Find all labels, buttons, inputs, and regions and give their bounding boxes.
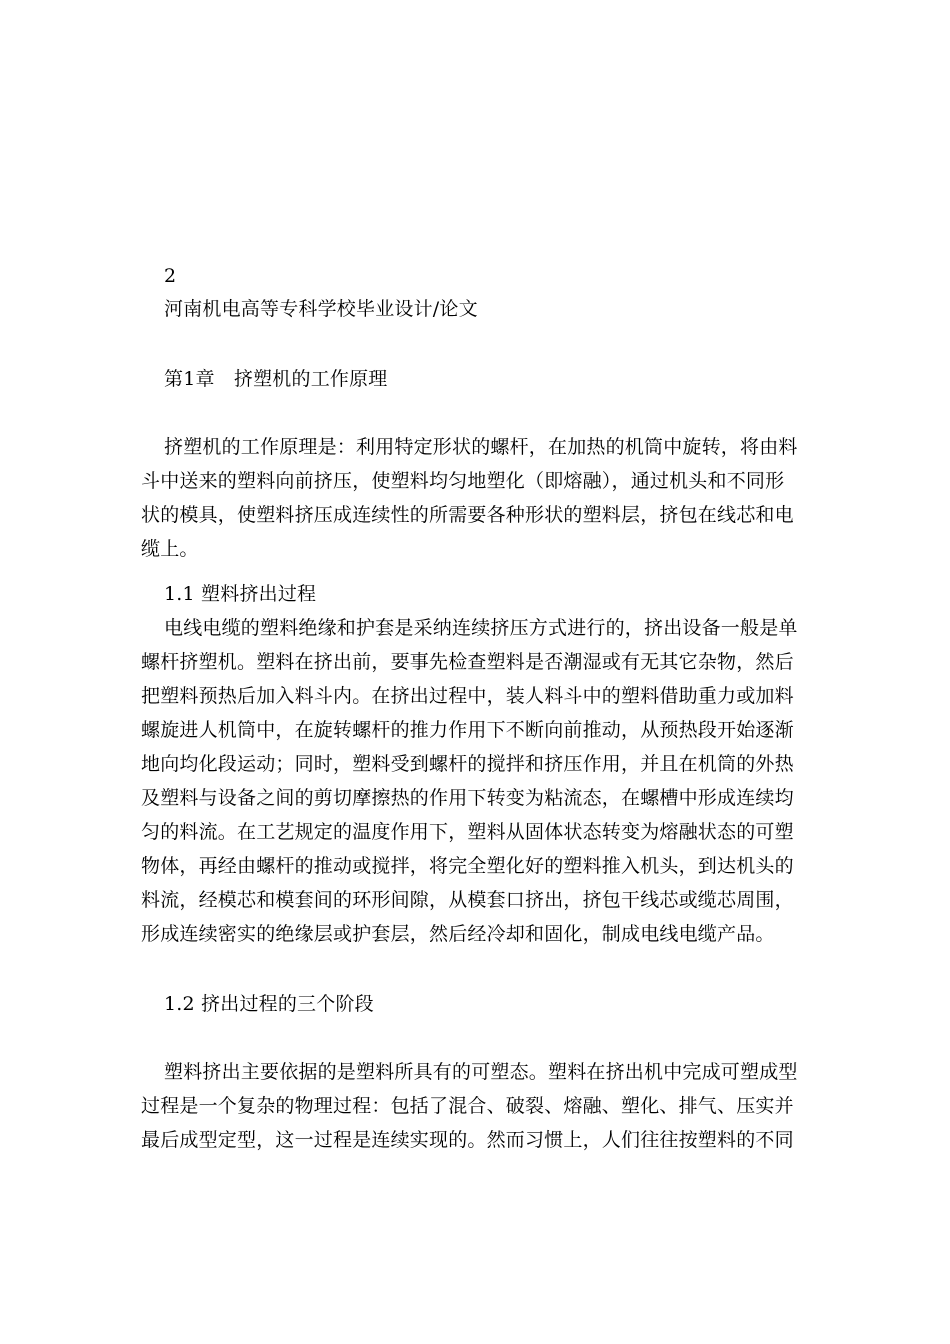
page-number: 2 (164, 265, 177, 287)
paragraph-line: 及塑料与设备之间的剪切摩擦热的作用下转变为粘流态，在螺槽中形成连续均 (141, 787, 794, 809)
paragraph-line: 塑料挤出主要依据的是塑料所具有的可塑态。塑料在挤出机中完成可塑成型 (164, 1061, 798, 1083)
paragraph-line: 缆上。 (141, 538, 199, 560)
paragraph-line: 最后成型定型，这一过程是连续实现的。然而习惯上，人们往往按塑料的不同 (141, 1129, 794, 1151)
paragraph-line: 螺杆挤塑机。塑料在挤出前，要事先检查塑料是否潮湿或有无其它杂物，然后 (141, 651, 794, 673)
paragraph-line: 挤塑机的工作原理是：利用特定形状的螺杆，在加热的机筒中旋转，将由料 (164, 436, 798, 458)
paragraph-line: 料流，经模芯和模套间的环形间隙，从模套口挤出，挤包干线芯或缆芯周围， (141, 889, 794, 911)
section-title: 1.2 挤出过程的三个阶段 (164, 993, 374, 1015)
paragraph-line: 把塑料预热后加入料斗内。在挤出过程中，装人料斗中的塑料借助重力或加料 (141, 685, 794, 707)
document-header: 河南机电高等专科学校毕业设计/论文 (164, 298, 478, 320)
chapter-title: 第1章 挤塑机的工作原理 (164, 368, 388, 390)
paragraph-line: 物体，再经由螺杆的推动或搅拌，将完全塑化好的塑料推入机头，到达机头的 (141, 855, 794, 877)
paragraph-line: 形成连续密实的绝缘层或护套层，然后经冷却和固化，制成电线电缆产品。 (141, 923, 775, 945)
paragraph-line: 斗中送来的塑料向前挤压，使塑料均匀地塑化（即熔融），通过机头和不同形 (141, 470, 785, 492)
paragraph-line: 过程是一个复杂的物理过程：包括了混合、破裂、熔融、塑化、排气、压实并 (141, 1095, 794, 1117)
paragraph-line: 匀的料流。在工艺规定的温度作用下，塑料从固体状态转变为熔融状态的可塑 (141, 821, 794, 843)
paragraph-line: 状的模具，使塑料挤压成连续性的所需要各种形状的塑料层，挤包在线芯和电 (141, 504, 794, 526)
paragraph-line: 电线电缆的塑料绝缘和护套是采纳连续挤压方式进行的，挤出设备一般是单 (164, 617, 798, 639)
section-title: 1.1 塑料挤出过程 (164, 583, 317, 605)
paragraph-line: 地向均化段运动；同时，塑料受到螺杆的搅拌和挤压作用，并且在机筒的外热 (141, 753, 794, 775)
paragraph-line: 螺旋进人机筒中，在旋转螺杆的推力作用下不断向前推动，从预热段开始逐渐 (141, 719, 794, 741)
